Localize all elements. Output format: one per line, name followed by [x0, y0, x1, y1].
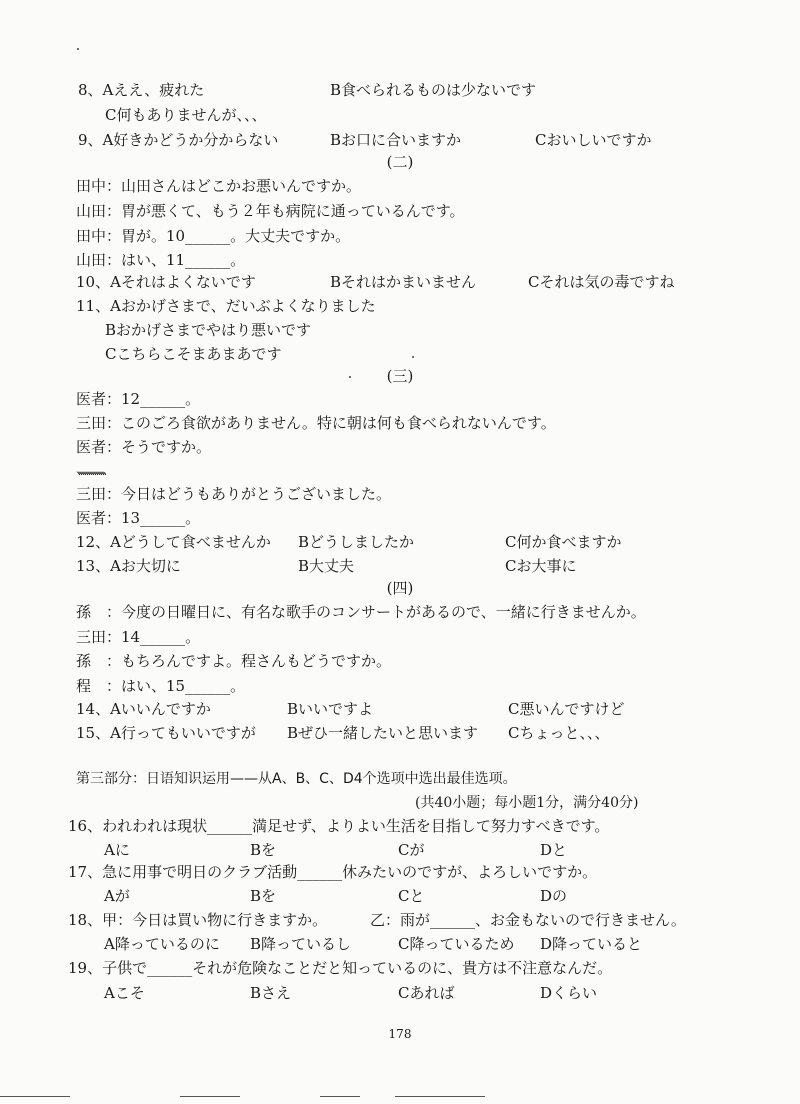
dialog-line: 孫 ：今度の日曜日に、有名な歌手のコンサートがあるので、一緒に行きませんか。: [76, 603, 646, 621]
scan-edge-line: [0, 1096, 70, 1097]
dialog-line: 医者：そうですか。: [76, 438, 212, 456]
q16-option-c: Cが: [398, 841, 425, 859]
q17-stem: 17、急に用事で明日のクラブ活動______休みたいのですが、よろしいですか。: [68, 863, 598, 881]
scan-speck: [412, 356, 414, 358]
dialog-line: 山田：はい、11______。: [76, 251, 246, 269]
q16-option-a: Aに: [104, 841, 130, 859]
q19-stem: 19、子供で______それが危険なことだと知っているのに、貴方は不注意なんだ。: [68, 959, 613, 977]
dialog-line: 田中：胃が。10______。大丈夫ですか。: [76, 227, 351, 245]
q18-option-b: B降っているし: [250, 935, 352, 953]
q10-option-b: Bそれはかまいません: [330, 273, 477, 291]
part-3-title: 第三部分：日语知识运用——从A、B、C、D4个选项中选出最佳选项。: [76, 771, 517, 787]
q19-option-a: Aこそ: [104, 984, 145, 1002]
q17-option-c: Cと: [398, 887, 425, 905]
q11-option-a: 11、Aおかげさまで、だいぶよくなりました: [76, 297, 376, 315]
q12-option-a: 12、Aどうして食べませんか: [76, 533, 271, 551]
q16-option-d: Dと: [540, 841, 568, 859]
q19-option-d: Dくらい: [540, 984, 598, 1002]
q13-option-b: B大丈夫: [298, 557, 355, 575]
scan-edge-line: [180, 1096, 240, 1097]
q14-option-b: Bいいですよ: [287, 700, 374, 718]
scan-speck: [77, 48, 79, 50]
section-3-heading: (三): [386, 367, 414, 385]
dialog-line: 三田：このごろ食欲がありません。特に朝は何も食べられないんです。: [76, 414, 556, 432]
q18-stem-2: 乙：雨が______、お金もないので行きません。: [370, 911, 686, 929]
dialog-line: 程 ：はい、15______。: [76, 677, 246, 695]
q18-stem-1: 18、甲：今日は買い物に行きますか。: [68, 911, 328, 929]
q9-option-b: Bお口に合いますか: [330, 131, 462, 149]
q8-option-a: 8、Aええ、疲れた: [78, 81, 205, 99]
dialog-line: 田中：山田さんはどこかお悪いんですか。: [76, 177, 362, 195]
q10-option-c: Cそれは気の毒ですね: [528, 273, 675, 291]
q16-stem: 16、われわれは現状______満足せず、よりよい生活を目指して努力すべきです。: [68, 817, 610, 835]
dialog-line: 三田：14______。: [76, 628, 201, 646]
q12-option-c: C何か食べますか: [505, 533, 622, 551]
q19-option-c: Cあれば: [398, 984, 455, 1002]
dialog-ellipsis: 、、、、、、、、、、、、、、: [76, 462, 111, 478]
q9-option-c: Cおいしいですか: [535, 131, 652, 149]
q8-option-c: C何もありませんが、、、: [105, 106, 267, 124]
dialog-line: 孫 ：もちろんですよ。程さんもどうですか。: [76, 652, 392, 670]
section-2-heading: (二): [386, 153, 414, 171]
page-number: 178: [388, 1027, 412, 1041]
q16-option-b: Bを: [250, 841, 277, 859]
q13-option-a: 13、Aお大切に: [76, 557, 181, 575]
dialog-line: 三田：今日はどうもありがとうございました。: [76, 485, 392, 503]
q17-option-a: Aが: [104, 887, 130, 905]
q11-option-b: Bおかげさまでやはり悪いです: [105, 321, 312, 339]
q17-option-d: Dの: [540, 887, 568, 905]
q12-option-b: Bどうしましたか: [298, 533, 415, 551]
q9-option-a: 9、A好きかどうか分からない: [78, 131, 279, 149]
section-4-heading: (四): [386, 579, 414, 597]
scan-edge-line: [395, 1096, 485, 1097]
q13-option-c: Cお大事に: [505, 557, 577, 575]
q18-option-c: C降っているため: [398, 935, 515, 953]
scan-edge-line: [320, 1096, 360, 1097]
q14-option-a: 14、Aいいんですか: [76, 700, 211, 718]
q17-option-b: Bを: [250, 887, 277, 905]
q15-option-a: 15、A行ってもいいですが: [76, 724, 256, 742]
dialog-line: 医者：13______。: [76, 509, 201, 527]
dialog-line: 医者：12______。: [76, 390, 201, 408]
q14-option-c: C悪いんですけど: [508, 700, 625, 718]
q18-option-a: A降っているのに: [104, 935, 220, 953]
q15-option-c: Cちょっと、、、: [508, 724, 610, 742]
part-3-note: (共40小题；每小题1分，满分40分): [415, 795, 639, 811]
q8-option-b: B食べられるものは少ないです: [330, 81, 537, 99]
q11-option-c: Cこちらこそまあまあです: [105, 345, 282, 363]
q18-option-d: D降っていると: [540, 935, 643, 953]
q15-option-b: Bぜひ一緒したいと思います: [287, 724, 479, 742]
q19-option-b: Bさえ: [250, 984, 292, 1002]
q10-option-a: 10、Aそれはよくないです: [76, 273, 256, 291]
dialog-line: 山田：胃が悪くて、もう２年も病院に通っているんです。: [76, 202, 465, 220]
